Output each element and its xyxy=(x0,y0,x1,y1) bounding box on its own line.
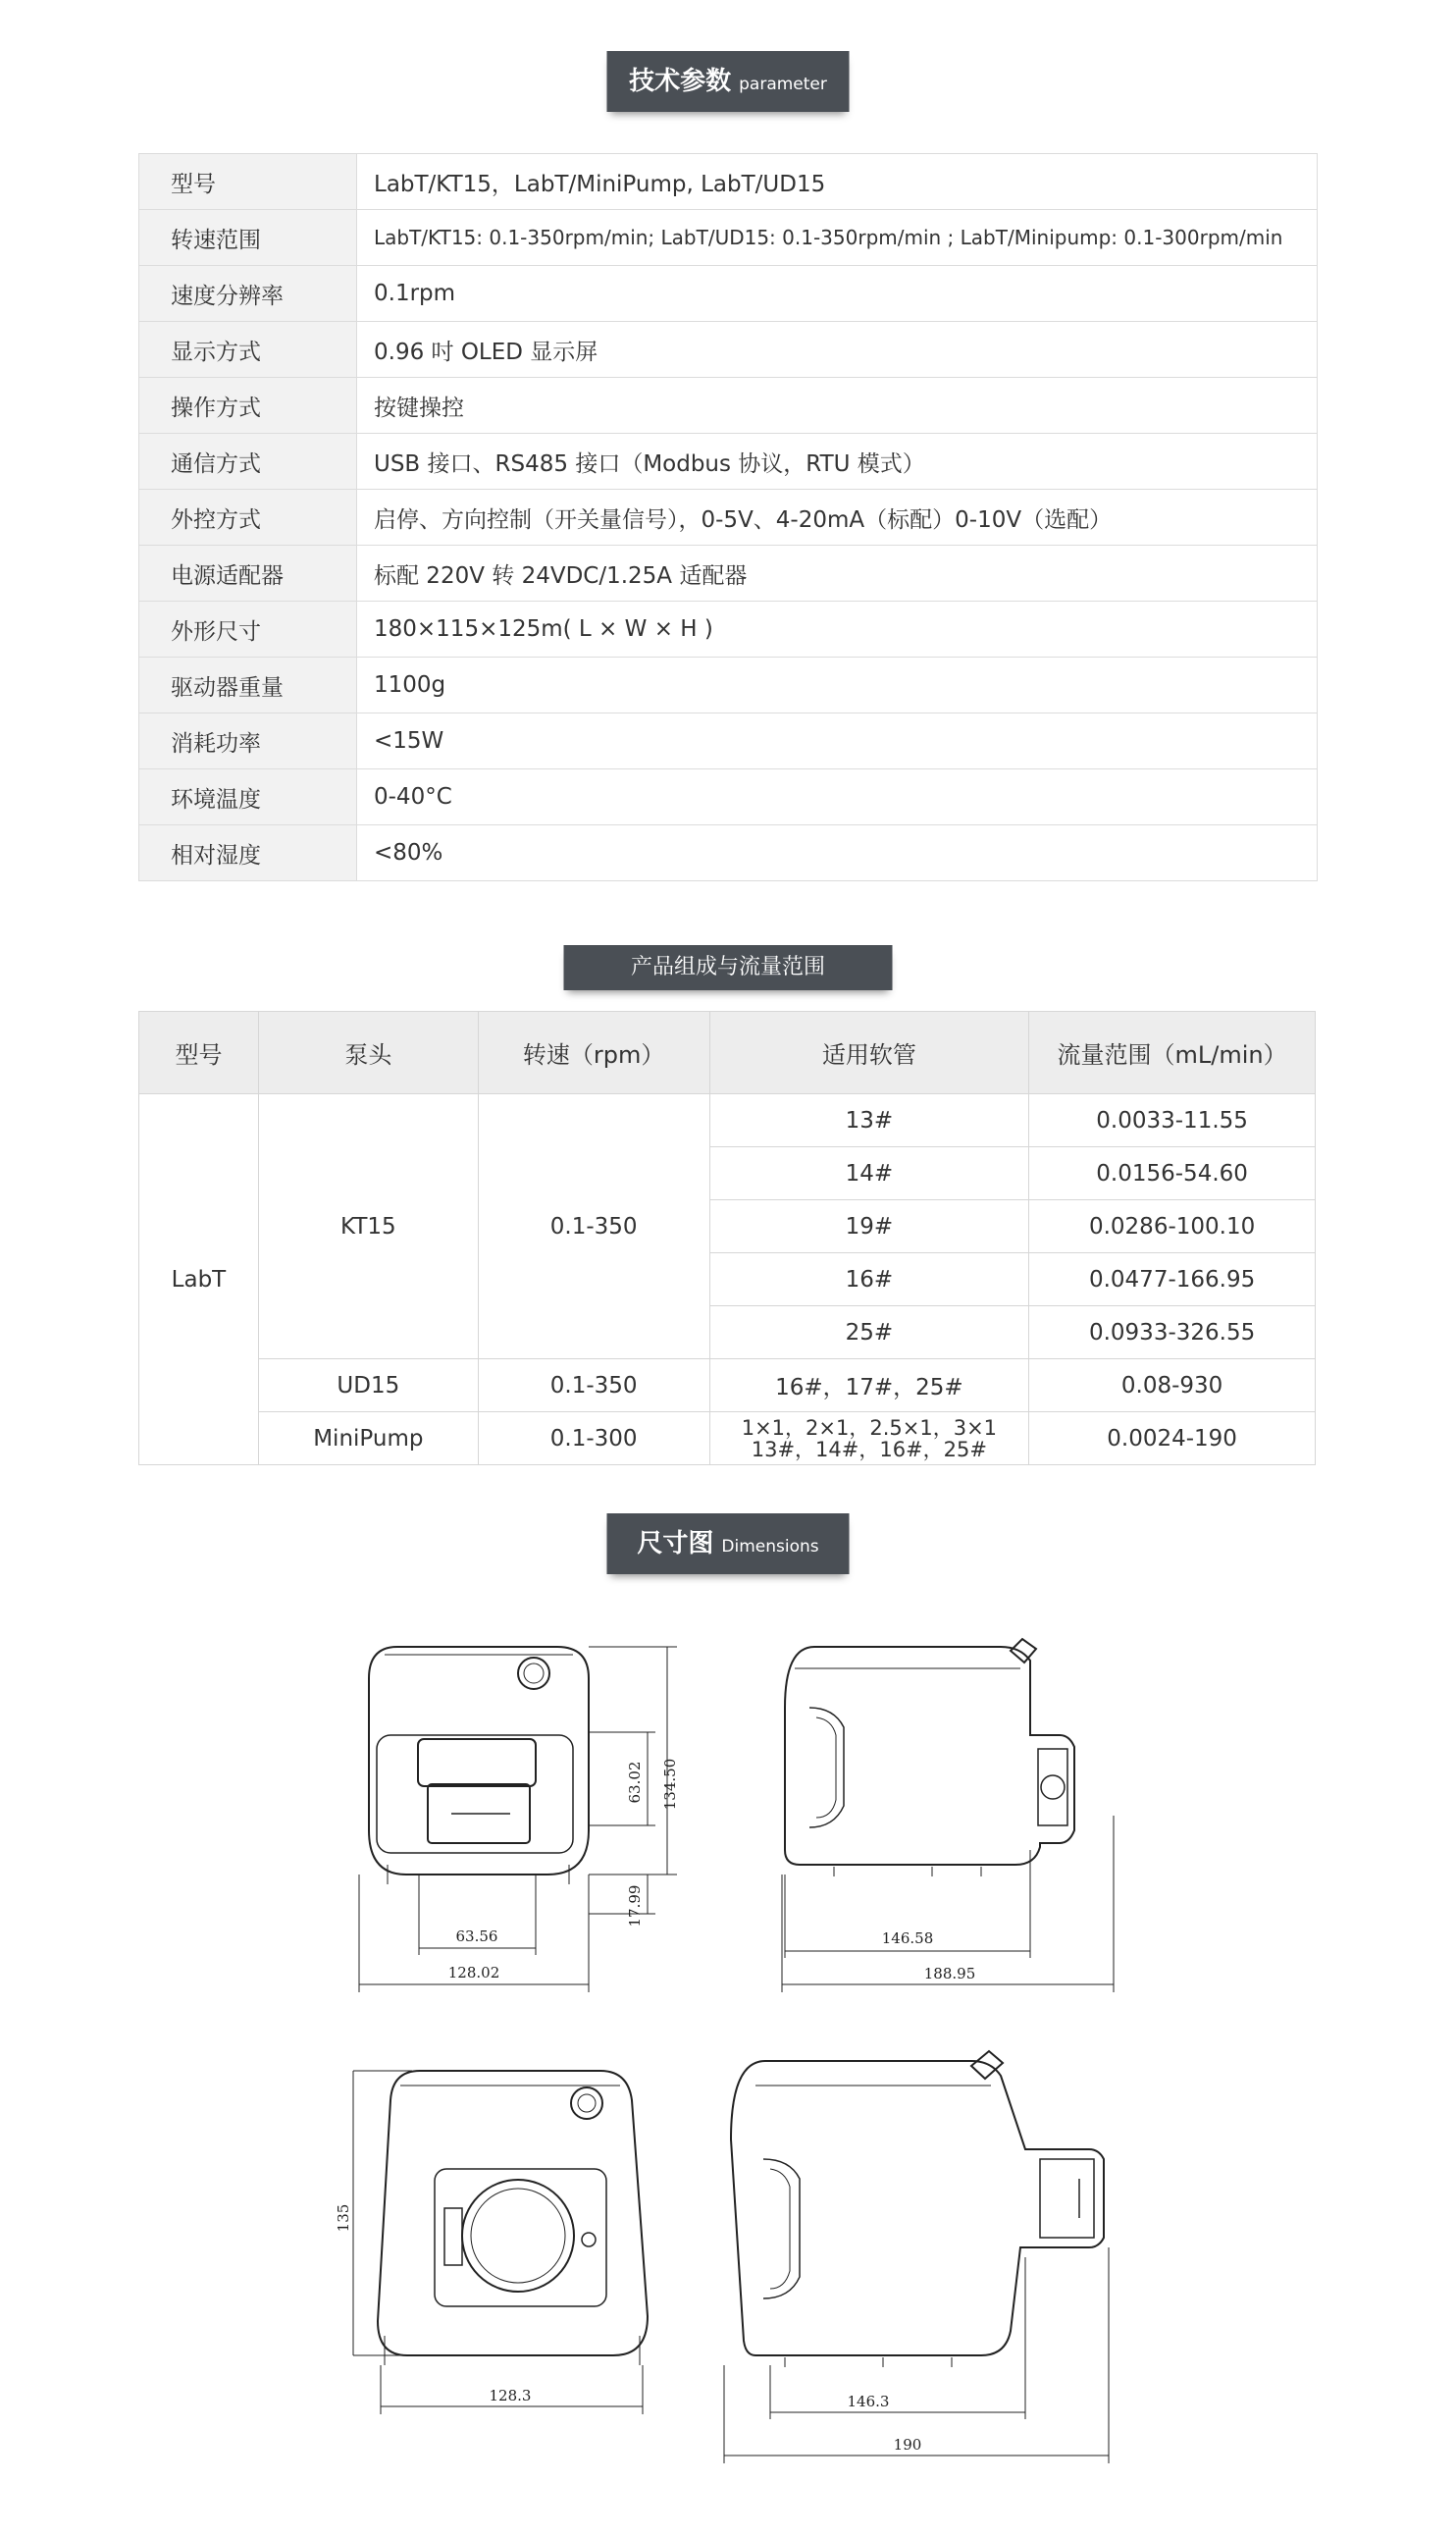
dim-height-head: 63.02 xyxy=(626,1761,644,1804)
pump-head-side xyxy=(1040,2159,1094,2238)
speed-cell: 0.1-350 xyxy=(478,1094,709,1359)
table-row xyxy=(139,1359,1316,1412)
section-title: 尺寸图 xyxy=(637,1529,714,1558)
tube-cell: 19# xyxy=(709,1200,1029,1253)
dimension-lines xyxy=(359,1647,677,1992)
spec-value: 启停、方向控制（开关量信号），0-5V、4-20mA（标配）0-10V（选配） xyxy=(357,490,1318,546)
front-view-kt15 xyxy=(359,1647,679,1992)
pump-side-outline xyxy=(785,1647,1074,1865)
spec-value: 1100g xyxy=(357,658,1318,713)
spec-value: LabT/KT15: 0.1-350rpm/min; LabT/UD15: 0.1-350rpm/min ; LabT/Minipump: 0.1-300rpm/min xyxy=(357,210,1318,266)
flow-cell: 0.0477-166.95 xyxy=(1029,1253,1316,1306)
tube-cell: 13# xyxy=(709,1094,1029,1147)
column-header: 泵头 xyxy=(258,1012,478,1094)
flow-cell: 0.0286-100.10 xyxy=(1029,1200,1316,1253)
side-view-minipump xyxy=(724,2051,1109,2463)
knob-icon xyxy=(1011,1639,1036,1663)
spec-key: 转速范围 xyxy=(139,210,357,266)
flow-cell: 0.0033-11.55 xyxy=(1029,1094,1316,1147)
dim-depth-body: 146.58 xyxy=(881,1929,934,1947)
tube-line: 1×1，2×1，2.5×1，3×1 xyxy=(741,1415,998,1440)
spec-key: 电源适配器 xyxy=(139,546,357,602)
pump-cell: KT15 xyxy=(258,1094,478,1359)
rotor-cover xyxy=(462,2180,574,2292)
flow-cell: 0.0024-190 xyxy=(1029,1412,1316,1465)
table-row xyxy=(139,602,1318,658)
section-subtitle: parameter xyxy=(739,75,827,94)
section-banner-parameter xyxy=(607,51,850,112)
spec-table xyxy=(138,153,1318,881)
table-row xyxy=(139,378,1318,434)
dimension-lines xyxy=(353,2071,643,2414)
front-view-minipump xyxy=(335,2071,648,2414)
spec-key: 相对湿度 xyxy=(139,825,357,881)
spec-value: 0-40°C xyxy=(357,769,1318,825)
table-header-row xyxy=(139,1012,1316,1094)
model-cell: LabT xyxy=(139,1094,259,1465)
dim-depth-total: 190 xyxy=(893,2436,922,2454)
knob-icon xyxy=(518,1658,549,1689)
tube-clamp xyxy=(444,2208,462,2265)
tube-cell xyxy=(709,1412,1029,1465)
pump-cell: UD15 xyxy=(258,1359,478,1412)
flow-cell: 0.0156-54.60 xyxy=(1029,1147,1316,1200)
section-banner-product xyxy=(564,945,893,990)
table-row xyxy=(139,713,1318,769)
dimension-drawings xyxy=(0,1590,1456,2532)
flow-cell: 0.08-930 xyxy=(1029,1359,1316,1412)
dim-offset: 17.99 xyxy=(626,1884,644,1928)
table-row xyxy=(139,546,1318,602)
pump-head-top xyxy=(418,1739,536,1786)
section-subtitle: Dimensions xyxy=(721,1537,819,1557)
pump-body-outline xyxy=(369,1647,589,1875)
side-view-kt15 xyxy=(782,1639,1114,1992)
table-row xyxy=(139,210,1318,266)
speed-cell: 0.1-300 xyxy=(478,1412,709,1465)
dim-width-head: 63.56 xyxy=(455,1928,498,1945)
spec-value: <80% xyxy=(357,825,1318,881)
spec-value: 标配 220V 转 24VDC/1.25A 适配器 xyxy=(357,546,1318,602)
knob-icon xyxy=(571,2087,602,2119)
dim-height-total: 134.50 xyxy=(661,1758,679,1811)
dim-depth-body: 146.3 xyxy=(847,2393,890,2410)
pump-side-outline xyxy=(731,2061,1104,2355)
table-row xyxy=(139,825,1318,881)
flow-cell: 0.0933-326.55 xyxy=(1029,1306,1316,1359)
tube-line: 13#，14#，16#，25# xyxy=(751,1437,988,1461)
spec-value: <15W xyxy=(357,713,1318,769)
dim-width-total: 128.02 xyxy=(447,1964,500,1981)
column-header: 适用软管 xyxy=(709,1012,1029,1094)
speed-cell: 0.1-350 xyxy=(478,1359,709,1412)
pump-cell: MiniPump xyxy=(258,1412,478,1465)
spec-key: 型号 xyxy=(139,154,357,210)
pump-head-side xyxy=(1038,1749,1067,1825)
spec-key: 消耗功率 xyxy=(139,713,357,769)
section-title: 技术参数 xyxy=(629,67,732,96)
dim-depth-total: 188.95 xyxy=(923,1965,976,1982)
spec-key: 外控方式 xyxy=(139,490,357,546)
table-row xyxy=(139,769,1318,825)
section-title: 产品组成与流量范围 xyxy=(630,955,825,979)
table-row xyxy=(139,322,1318,378)
spec-value: USB 接口、RS485 接口（Modbus 协议，RTU 模式） xyxy=(357,434,1318,490)
column-header: 转速（rpm） xyxy=(478,1012,709,1094)
table-row xyxy=(139,266,1318,322)
spec-value: 按键操控 xyxy=(357,378,1318,434)
spec-key: 环境温度 xyxy=(139,769,357,825)
section-banner-dimensions xyxy=(607,1513,850,1574)
spec-value: 0.1rpm xyxy=(357,266,1318,322)
pump-head-housing xyxy=(377,1735,573,1853)
table-row xyxy=(139,1094,1316,1147)
tube-cell: 14# xyxy=(709,1147,1029,1200)
tube-cell: 16# xyxy=(709,1253,1029,1306)
dim-width: 128.3 xyxy=(489,2387,532,2404)
spec-value: 0.96 吋 OLED 显示屏 xyxy=(357,322,1318,378)
pump-head-plate xyxy=(435,2169,606,2306)
product-table xyxy=(138,1011,1316,1465)
table-row xyxy=(139,154,1318,210)
column-header: 型号 xyxy=(139,1012,259,1094)
spec-key: 显示方式 xyxy=(139,322,357,378)
column-header: 流量范围（mL/min） xyxy=(1029,1012,1316,1094)
spec-key: 操作方式 xyxy=(139,378,357,434)
table-row xyxy=(139,1412,1316,1465)
spec-value: LabT/KT15，LabT/MiniPump, LabT/UD15 xyxy=(357,154,1318,210)
spec-key: 速度分辨率 xyxy=(139,266,357,322)
table-row xyxy=(139,434,1318,490)
spec-key: 驱动器重量 xyxy=(139,658,357,713)
tube-cell: 25# xyxy=(709,1306,1029,1359)
table-row xyxy=(139,658,1318,713)
spec-value: 180×115×125m( L × W × H ) xyxy=(357,602,1318,658)
spec-key: 外形尺寸 xyxy=(139,602,357,658)
spec-key: 通信方式 xyxy=(139,434,357,490)
table-row xyxy=(139,490,1318,546)
dim-height: 135 xyxy=(335,2203,352,2233)
tube-cell: 16#，17#，25# xyxy=(709,1359,1029,1412)
